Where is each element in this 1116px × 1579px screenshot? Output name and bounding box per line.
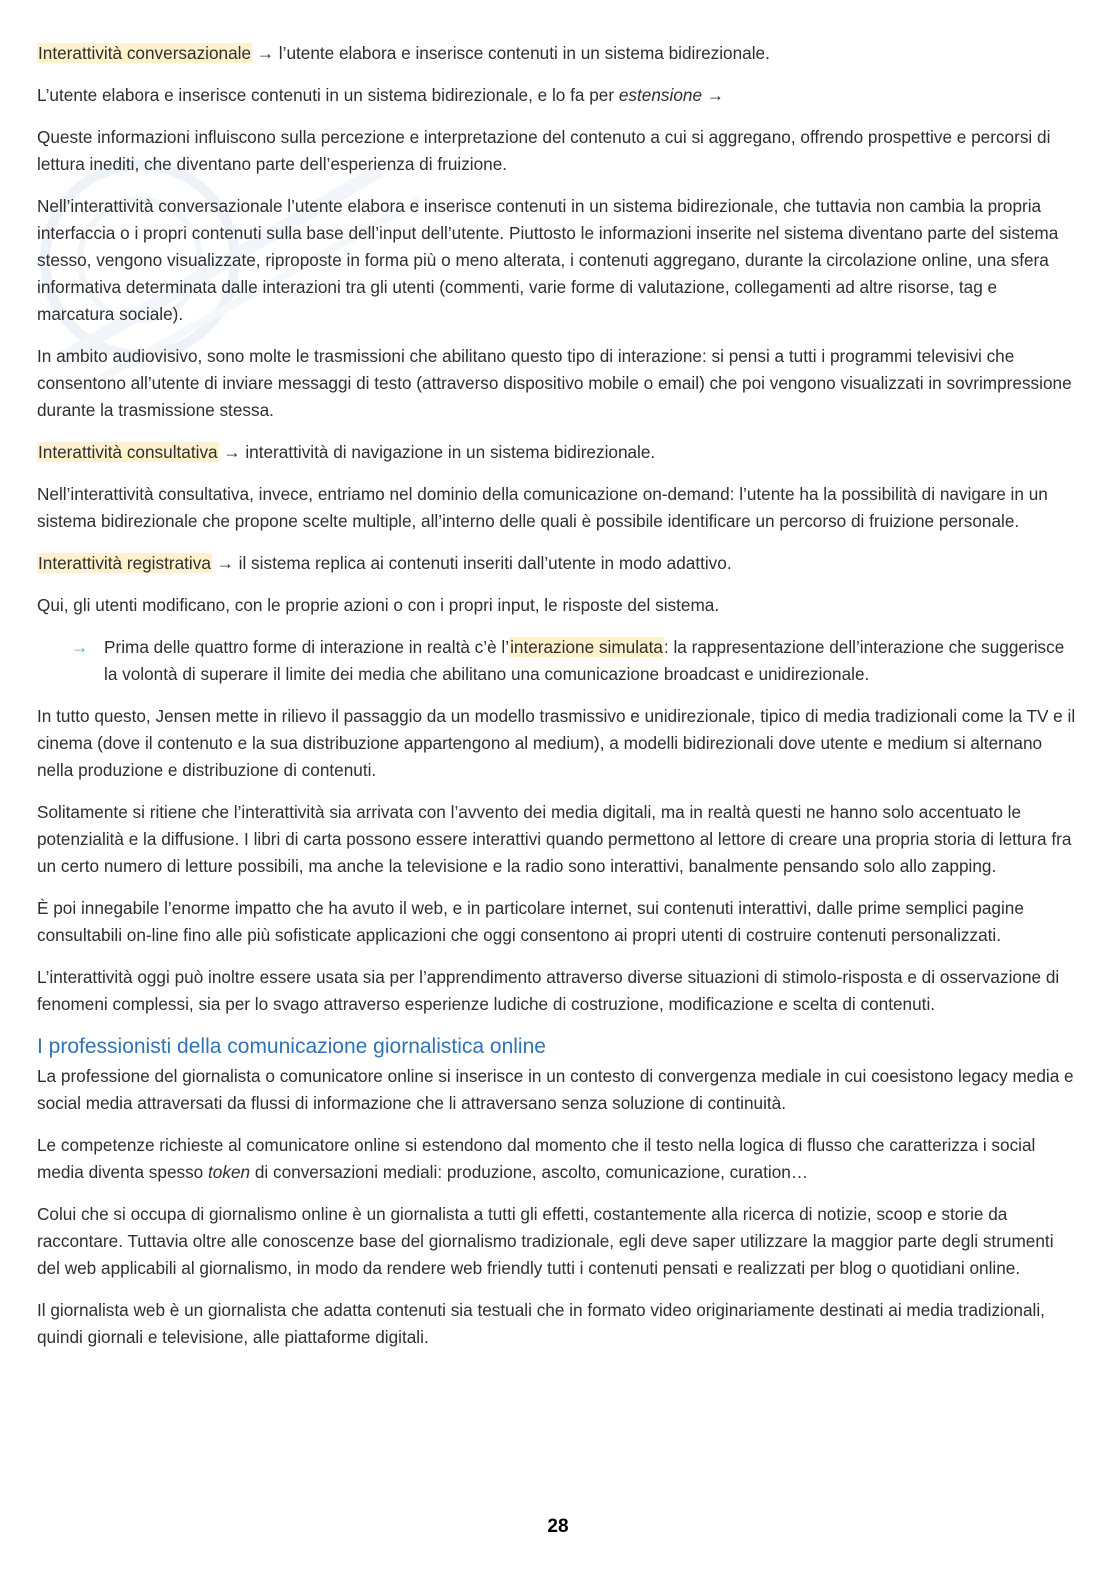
paragraph-token	[37, 1132, 1077, 1186]
page-number: 28	[547, 1516, 569, 1537]
text-span: Le competenze richieste al comunicatore online si estendono dal momento che il testo nella logica di flusso che caratterizza i social media diventa spesso	[37, 1135, 1036, 1182]
highlight-term: interazione simulata	[510, 637, 663, 657]
paragraph: È poi innegabile l’enorme impatto che ha avuto il web, e in particolare internet, sui contenuti interattivi, dalle prime semplici pagine consultabili on-line fino alle più sofisticate applicazioni che oggi consentono ai propri utenti di costruire contenuti personalizzati.	[37, 898, 1024, 945]
italic-term: estensione	[618, 85, 703, 105]
highlight-term: Interattività conversazionale	[38, 43, 252, 63]
definition-text: → il sistema replica ai contenuti inseriti dall’utente in modo adattivo.	[211, 553, 732, 573]
paragraph: Solitamente si ritiene che l’interattività sia arrivata con l’avvento dei media digitali, ma in realtà questi ne hanno solo accentuato le potenzialità e la diffusione. I libri di carta possono essere interattivi quando permettono al lettore di creare una propria storia di lettura fra un certo numero di letture possibili, ma anche la televisione e la radio sono interattivi, banalmente pensando solo allo zapping.	[37, 802, 1072, 876]
paragraph-estensione	[37, 82, 1077, 109]
bullet-text	[104, 634, 1077, 688]
paragraph: Il giornalista web è un giornalista che adatta contenuti sia testuali che in formato video originariamente destinati ai media tradizionali, quindi giornali e televisione, alle piattaforme digitali.	[37, 1300, 1045, 1347]
paragraph: Qui, gli utenti modificano, con le proprie azioni o con i propri input, le risposte del sistema.	[37, 595, 720, 615]
paragraph-consultativa-def	[37, 439, 1077, 466]
paragraph-registrativa-def	[37, 550, 1077, 577]
paragraph: Nell’interattività conversazionale l’utente elabora e inserisce contenuti in un sistema bidirezionale, che tuttavia non cambia la propria interfaccia o i propri contenuti sulla base dell’input dell’utente. Piuttosto le informazioni inserite nel sistema diventano parte del sistema stesso, vengono visualizzate, riproposte in forma più o meno alterata, i contenuti aggregano, durante la circolazione online, una sfera informativa determinata dalle interazioni tra gli utenti (commenti, varie forme di valutazione, collegamenti ad altre risorse, tag e marcatura sociale).	[37, 196, 1059, 324]
paragraph: Colui che si occupa di giornalismo online è un giornalista a tutti gli effetti, costantemente alla ricerca di notizie, scoop e storie da raccontare. Tuttavia oltre alle conoscenze base del giornalismo tradizionale, egli deve saper utilizzare la maggior parte degli strumenti del web applicabili al giornalismo, in modo da rendere web friendly tutti i contenuti pensati e realizzati per blog o quotidiani online.	[37, 1204, 1054, 1278]
definition-text: → l’utente elabora e inserisce contenuti in un sistema bidirezionale.	[252, 43, 770, 63]
highlight-term: Interattività consultativa	[38, 442, 218, 462]
text-span: : la rappresentazione dell’interazione che suggerisce la volontà di superare il limite dei media che abilitano una comunicazione broadcast e unidirezionale.	[104, 637, 1065, 684]
paragraph: L’interattività oggi può inoltre essere usata sia per l’apprendimento attraverso diverse situazioni di stimolo-risposta e di osservazione di fenomeni complessi, sia per lo svago attraverso esperienze ludiche di costruzione, modificazione e scelta di contenuti.	[37, 967, 1060, 1014]
highlight-term: Interattività registrativa	[38, 553, 211, 573]
bullet-item	[37, 634, 1077, 688]
paragraph-conversazionale-def	[37, 40, 1077, 67]
definition-text: → interattività di navigazione in un sistema bidirezionale.	[218, 442, 656, 462]
text-span: Prima delle quattro forme di interazione in realtà c’è l’	[104, 637, 510, 657]
paragraph: La professione del giornalista o comunicatore online si inserisce in un contesto di convergenza mediale in cui coesistono legacy media e social media attraversati da flussi di informazione che li attraversano senza soluzione di continuità.	[37, 1066, 1074, 1113]
paragraph: Nell’interattività consultativa, invece, entriamo nel dominio della comunicazione on-demand: l’utente ha la possibilità di navigare in un sistema bidirezionale che propone scelte multiple, all’interno delle quali è possibile identificare un percorso di fruizione personale.	[37, 484, 1048, 531]
italic-term: token	[208, 1162, 251, 1182]
section-heading: I professionisti della comunicazione giornalistica online	[37, 1035, 546, 1058]
paragraph: Queste informazioni influiscono sulla percezione e interpretazione del contenuto a cui si aggregano, offrendo prospettive e percorsi di lettura inediti, che diventano parte dell’esperienza di fruizione.	[37, 127, 1051, 174]
arrow-bullet-icon: →	[71, 637, 89, 657]
paragraph: In tutto questo, Jensen mette in rilievo il passaggio da un modello trasmissivo e unidirezionale, tipico di media tradizionali come la TV e il cinema (dove il contenuto e la sua distribuzione appartengono al medium), a modelli bidirezionali dove utente e medium si alternano nella produzione e distribuzione di contenuti.	[37, 706, 1076, 780]
paragraph: In ambito audiovisivo, sono molte le trasmissioni che abilitano questo tipo di interazione: si pensi a tutti i programmi televisivi che consentono all’utente di inviare messaggi di testo (attraverso dispositivo mobile o email) che poi vengono visualizzati in sovrimpressione durante la trasmissione stessa.	[37, 346, 1072, 420]
text-span: →	[702, 85, 724, 105]
text-span: di conversazioni mediali: produzione, ascolto, comunicazione, curation…	[250, 1162, 809, 1182]
document-page	[37, 40, 1077, 1366]
text-span: L’utente elabora e inserisce contenuti in un sistema bidirezionale, e lo fa per	[37, 85, 619, 105]
